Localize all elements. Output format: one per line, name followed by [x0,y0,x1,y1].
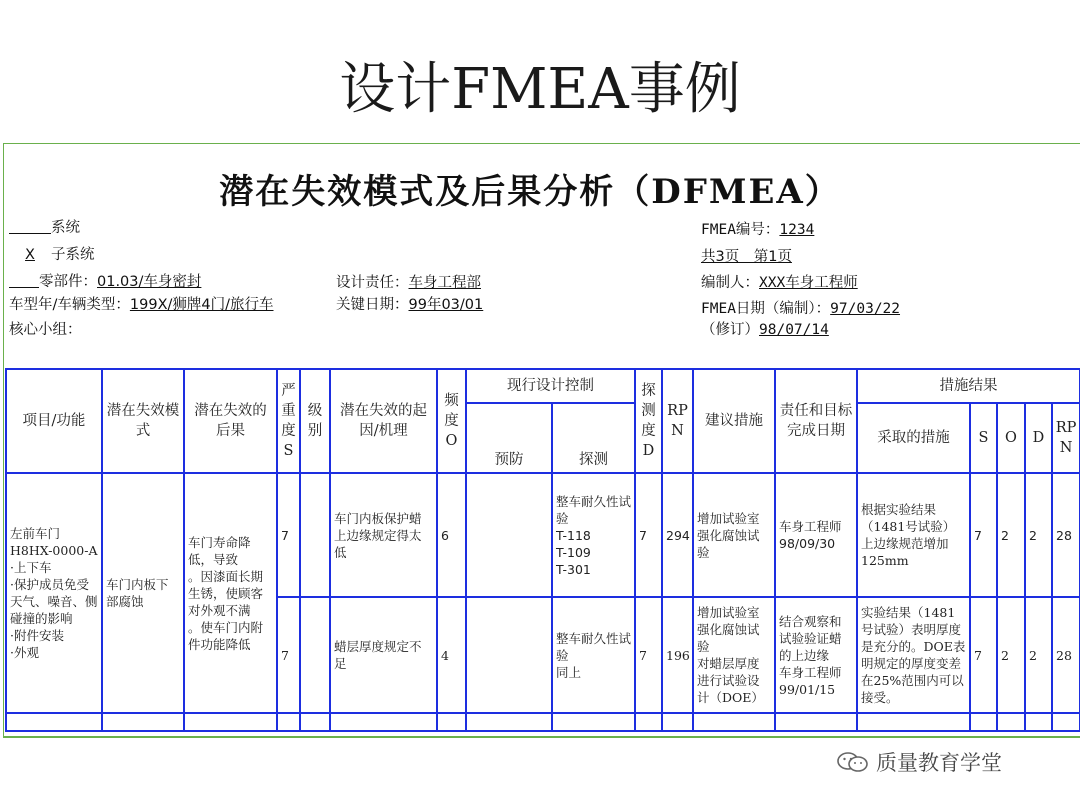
fmea-date-value: 97/03/22 [830,301,901,317]
failure-effect-cell: 车门寿命降低，导致 。因漆面长期生锈，使顾客对外观不满 。使车门内附件功能降低 [184,473,277,713]
key-date-value: 99年03/01 [408,297,484,313]
actions-taken-cell: 根据实验结果（1481号试验）上边缘规范增加125mm [857,473,970,597]
form-title: 潜在失效模式及后果分析（DFMEA） [219,172,841,212]
spacer-cell [102,713,184,731]
spacer-cell [277,713,300,731]
col-actions-taken: 采取的措施 [857,403,970,473]
cause-cell: 蜡层厚度规定不足 [330,597,437,713]
rpn-cell: 196 [662,597,693,713]
actions-taken-cell: 实验结果（1481号试验）表明厚度是充分的。DOE表明规定的厚度变差在25%范围内可以接受。 [857,597,970,713]
col-class: 级别 [300,369,330,473]
prevention-cell [466,473,552,597]
occurrence-cell: 6 [437,473,466,597]
result-d-cell: 2 [1025,597,1052,713]
col-recommended-actions: 建议措施 [693,369,775,473]
design-resp-label: 设计责任： [336,275,409,291]
spacer-cell [970,713,997,731]
spacer-cell [552,713,635,731]
severity-cell: 7 [277,473,300,597]
col-o: O [997,403,1025,473]
spacer-cell [300,713,330,731]
cause-cell: 车门内板保护蜡上边缘规定得太低 [330,473,437,597]
prepared-by-value: XXX车身工程师 [759,275,858,291]
detection-rating-cell: 7 [635,473,662,597]
failure-mode-cell: 车门内板下部腐蚀 [102,473,184,713]
recommended-actions-cell: 增加试验室强化腐蚀试验 [693,473,775,597]
rpn-cell: 294 [662,473,693,597]
spacer-cell [635,713,662,731]
col-action-results: 措施结果 [857,369,1080,403]
col-prevention: 预防 [466,403,552,473]
spacer-cell [857,713,970,731]
spacer-cell [775,713,857,731]
revised-value: 98/07/14 [759,322,829,338]
recommended-actions-cell: 增加试验室强化腐蚀试验 对蜡层厚度进行试验设计（DOE） [693,597,775,713]
col-severity: 严重度S [277,369,300,473]
header-system [9,218,80,238]
col-failure-mode: 潜在失效模式 [102,369,184,473]
prepared-by-label: 编制人： [701,275,759,291]
result-s-cell: 7 [970,473,997,597]
class-cell [300,597,330,713]
component-label: 零部件： [39,274,97,290]
spacer-cell [6,713,102,731]
col-detection: 探测 [552,403,635,473]
col-d: D [1025,403,1052,473]
col-cause: 潜在失效的起因/机理 [330,369,437,473]
header-design-responsibility [336,273,481,293]
fmea-no-value: 1234 [779,222,815,238]
col-failure-effect: 潜在失效的后果 [184,369,277,473]
system-label: 系统 [51,220,80,236]
system-blank [9,218,51,234]
result-d-cell: 2 [1025,473,1052,597]
col-responsibility: 责任和目标完成日期 [775,369,857,473]
wechat-icon [836,751,870,773]
result-o-cell: 2 [997,597,1025,713]
watermark [836,748,1002,778]
component-value: 01.03/车身密封 [97,274,202,290]
slide-title: 设计FMEA事例 [339,57,741,122]
component-blank [9,272,39,288]
design-resp-value: 车身工程部 [408,275,481,291]
fmea-no-label: FMEA编号： [701,222,780,238]
spacer-cell [662,713,693,731]
fmea-date-label: FMEA日期（编制）： [701,301,831,317]
result-rpn-cell: 28 [1052,597,1080,713]
col-occurrence: 频度O [437,369,466,473]
detection-cell: 整车耐久性试验 同上 [552,597,635,713]
header-model-year [9,295,274,315]
col-item-function: 项目/功能 [6,369,102,473]
col-current-controls: 现行设计控制 [466,369,635,403]
header-fmea-date [701,299,900,319]
detection-cell: 整车耐久性试验 T-118 T-109 T-301 [552,473,635,597]
model-year-label: 车型年/车辆类型： [9,297,130,313]
class-cell [300,473,330,597]
header-revised [701,320,829,340]
header-subsystem [9,245,95,265]
spacer-cell [184,713,277,731]
fmea-table [5,368,1080,732]
header-key-date [336,295,483,315]
responsibility-cell: 结合观察和试验验证蜡的上边缘 车身工程师 99/01/15 [775,597,857,713]
watermark-text: 质量教育学堂 [876,751,1002,775]
spacer-cell [693,713,775,731]
header-component [9,272,201,292]
prevention-cell [466,597,552,713]
col-rpn-result: RPN [1052,403,1080,473]
model-year-value: 199X/狮牌4门/旅行车 [129,297,274,313]
header-pages [701,247,792,267]
item-function-cell: 左前车门 H8HX-0000-A ·上下车 ·保护成员免受天气、噪音、侧碰撞的影响 ·附件安装 ·外观 [6,473,102,713]
spacer-cell [997,713,1025,731]
responsibility-cell: 车身工程师 98/09/30 [775,473,857,597]
subsystem-value: X [25,247,35,263]
severity-cell: 7 [277,597,300,713]
detection-rating-cell: 7 [635,597,662,713]
header-fmea-number [701,220,814,240]
key-date-label: 关键日期： [336,297,409,313]
col-detection-rating: 探测度D [635,369,662,473]
spacer-cell [330,713,437,731]
subsystem-label: 子系统 [51,247,95,263]
occurrence-cell: 4 [437,597,466,713]
table-row [6,473,1080,597]
result-s-cell: 7 [970,597,997,713]
spacer-cell [1025,713,1052,731]
result-o-cell: 2 [997,473,1025,597]
spacer-cell [466,713,552,731]
revised-label: （修订） [701,322,759,338]
pages-value: 共3页 第1页 [701,249,792,265]
core-team-label: 核心小组： [9,322,82,338]
result-rpn-cell: 28 [1052,473,1080,597]
table-spacer-row [6,713,1080,731]
col-rpn: RPN [662,369,693,473]
header-row-1 [6,369,1080,403]
spacer-cell [437,713,466,731]
col-s: S [970,403,997,473]
header-prepared-by [701,273,858,293]
spacer-cell [1052,713,1080,731]
